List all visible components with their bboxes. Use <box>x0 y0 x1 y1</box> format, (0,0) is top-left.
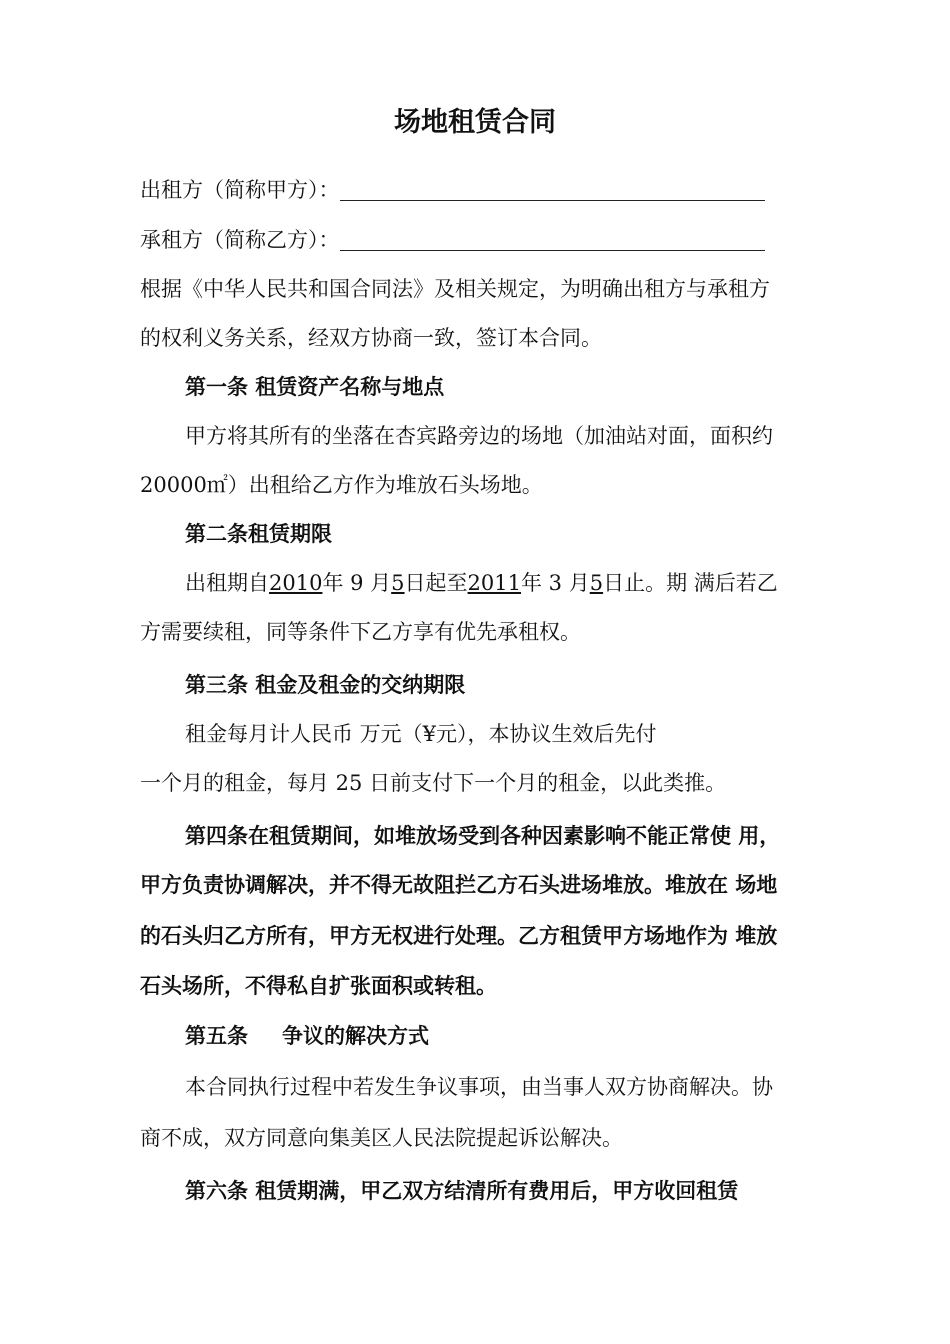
article2-line-2: 方需要续租，同等条件下乙方享有优先承租权。 <box>140 620 581 644</box>
article1-heading: 第一条 租赁资产名称与地点 <box>185 375 445 399</box>
article3-line-1: 租金每月计人民币 万元（¥元），本协议生效后先付 <box>185 722 657 746</box>
article2-text: 出租期自 <box>185 571 269 595</box>
end-day: 5 <box>589 571 604 595</box>
article3-line-2: 一个月的租金，每月 25 日前支付下一个月的租金，以此类推。 <box>140 771 727 795</box>
start-year: 2010 <box>269 571 323 595</box>
lessee-blank <box>340 228 765 251</box>
article2-text: 日止。期 满后若乙 <box>603 571 778 595</box>
article4-line-2: 甲方负责协调解决，并不得无故阻拦乙方石头进场堆放。堆放在 场地 <box>140 873 778 897</box>
article4-line-1: 第四条在租赁期间，如堆放场受到各种因素影响不能正常使 用， <box>185 824 781 848</box>
article2-text: 年 3 月 <box>521 571 590 595</box>
article5-heading <box>185 1022 429 1050</box>
article6-heading: 第六条 租赁期满，甲乙双方结清所有费用后，甲方收回租赁 <box>185 1179 739 1203</box>
article3-heading: 第三条 租金及租金的交纳期限 <box>185 673 466 697</box>
lessor-blank <box>340 178 765 201</box>
article5-number: 第五条 <box>185 1024 248 1048</box>
article5-line-1: 本合同执行过程中若发生争议事项，由当事人双方协商解决。协 <box>185 1075 773 1099</box>
article4-line-3: 的石头归乙方所有，甲方无权进行处理。乙方租赁甲方场地作为 堆放 <box>140 924 778 948</box>
article1-line-1: 甲方将其所有的坐落在杏宾路旁边的场地（加油站对面，面积约 <box>185 424 773 448</box>
article2-heading: 第二条租赁期限 <box>185 522 332 546</box>
end-year: 2011 <box>467 571 521 595</box>
article2-text: 年 9 月 <box>322 571 392 595</box>
article2-text: 日起至 <box>404 571 468 595</box>
intro-line-1: 根据《中华人民共和国合同法》及相关规定，为明确出租方与承租方 <box>140 277 770 301</box>
intro-line-2: 的权利义务关系，经双方协商一致，签订本合同。 <box>140 326 602 350</box>
lessor-label: 出租方（简称甲方）： <box>140 178 340 202</box>
article2-line-1 <box>185 569 778 597</box>
article5-line-2: 商不成，双方同意向集美区人民法院提起诉讼解决。 <box>140 1126 623 1150</box>
lessee-line <box>140 226 765 254</box>
article4-line-4: 石头场所，不得私自扩张面积或转租。 <box>140 974 497 998</box>
start-day: 5 <box>391 571 405 595</box>
lessee-label: 承租方（简称乙方）： <box>140 228 340 252</box>
article1-line-2: 20000㎡）出租给乙方作为堆放石头场地。 <box>140 473 543 497</box>
document-title: 场地租赁合同 <box>394 107 556 138</box>
lessor-line <box>140 176 765 204</box>
article5-title: 争议的解决方式 <box>282 1024 429 1048</box>
